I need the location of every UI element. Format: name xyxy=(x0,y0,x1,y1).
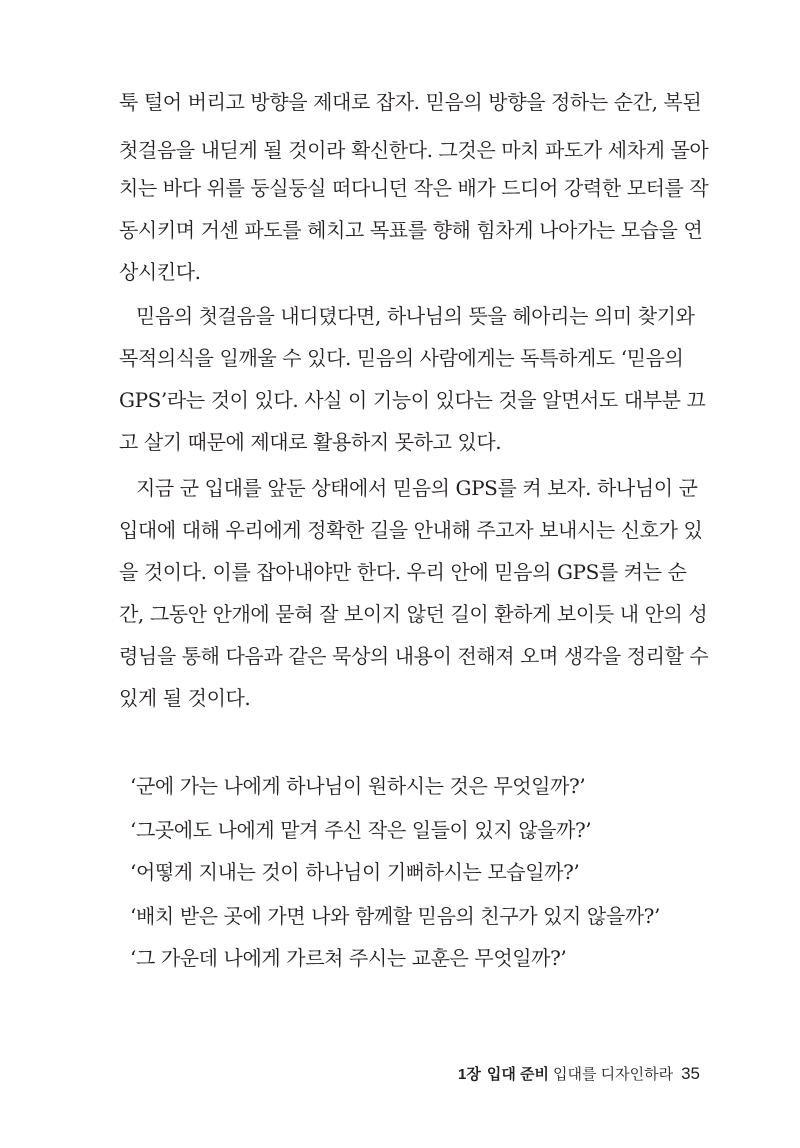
running-footer xyxy=(458,1063,700,1086)
footer-title: 입대를 디자인하라 xyxy=(552,1066,674,1083)
paragraph-2-line-4: 고 살기 때문에 제대로 활용하지 못하고 있다. xyxy=(119,430,502,454)
quote-line-2: ‘그곳에도 나에게 맡겨 주신 작은 일들이 있지 않을까?’ xyxy=(130,818,592,842)
paragraph-3-line-4: 간, 그동안 안개에 묻혀 잘 보이지 않던 길이 환하게 보이듯 내 안의 성 xyxy=(119,602,708,626)
footer-chapter: 1장 xyxy=(458,1066,481,1083)
quote-line-3: ‘어떻게 지내는 것이 하나님이 기뻐하시는 모습일까?’ xyxy=(130,860,580,884)
paragraph-1-line-2: 첫걸음을 내딛게 될 것이라 확신한다. 그것은 마치 파도가 세차게 몰아 xyxy=(119,138,709,162)
quote-line-4: ‘배치 받은 곳에 가면 나와 함께할 믿음의 친구가 있지 않을까?’ xyxy=(130,904,660,928)
quote-line-5: ‘그 가운데 나에게 가르쳐 주시는 교훈은 무엇일까?’ xyxy=(130,946,567,970)
paragraph-1-line-3: 치는 바다 위를 둥실둥실 떠다니던 작은 배가 드디어 강력한 모터를 작 xyxy=(119,176,709,200)
paragraph-1-line-5: 상시킨다. xyxy=(119,260,201,284)
paragraph-2-line-1: 믿음의 첫걸음을 내디뎠다면, 하나님의 뜻을 헤아리는 의미 찾기와 xyxy=(136,304,695,328)
paragraph-2-line-2: 목적의식을 일깨울 수 있다. 믿음의 사람에게는 독특하게도 ‘믿음의 xyxy=(119,346,684,370)
quote-line-1: ‘군에 가는 나에게 하나님이 원하시는 것은 무엇일까?’ xyxy=(130,774,586,798)
paragraph-3-line-1: 지금 군 입대를 앞둔 상태에서 믿음의 GPS를 켜 보자. 하나님이 군 xyxy=(136,476,698,500)
paragraph-3-line-6: 있게 될 것이다. xyxy=(119,686,251,710)
paragraph-3-line-3: 을 것이다. 이를 잡아내야만 한다. 우리 안에 믿음의 GPS를 켜는 순 xyxy=(119,560,687,584)
page-number: 35 xyxy=(681,1064,700,1083)
paragraph-1-line-4: 동시키며 거센 파도를 헤치고 목표를 향해 힘차게 나아가는 모습을 연 xyxy=(119,218,703,242)
paragraph-1-line-1: 툭 털어 버리고 방향을 제대로 잡자. 믿음의 방향을 정하는 순간, 복된 xyxy=(119,90,702,114)
footer-section: 입대 준비 xyxy=(486,1066,549,1083)
paragraph-3-line-2: 입대에 대해 우리에게 정확한 길을 안내해 주고자 보내시는 신호가 있 xyxy=(119,518,703,542)
paragraph-3-line-5: 령님을 통해 다음과 같은 묵상의 내용이 전해져 오며 생각을 정리할 수 xyxy=(119,644,709,668)
paragraph-2-line-3: GPS’라는 것이 있다. 사실 이 기능이 있다는 것을 알면서도 대부분 끄 xyxy=(119,388,706,412)
